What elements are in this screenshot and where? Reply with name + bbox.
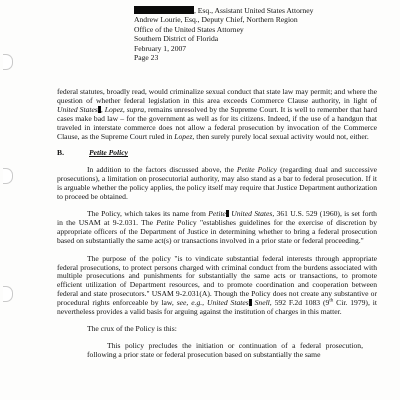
header-line-district: Southern District of Florida bbox=[134, 34, 219, 44]
paragraph-policy-origin: The Policy, which takes its name from Petite United States, 361 U.S. 529 (1960), is set forth in the USAM at 9-2.031. The Petite Policy "establishes guidelines for the exercise of discretion by appropriate officers of the Department of Justice in determining whether to bring a federal prosecution based on substantially the same act(s) or transactions involved in a prior state or federal proceeding." bbox=[57, 209, 377, 246]
hole-punch-mark bbox=[3, 286, 13, 302]
letter-body bbox=[57, 88, 377, 360]
paragraph-policy-crux: The crux of the Policy is this: bbox=[87, 324, 177, 334]
header-line-name: Andrew Lourie, Esq., Deputy Chief, Northern Region bbox=[134, 15, 298, 25]
hole-punch-mark bbox=[3, 54, 13, 70]
header-line-date: February 1, 2007 bbox=[134, 43, 187, 53]
quote-text: This policy precludes the initiation or continuation of a federal prosecution, following a prior state or federal prosecution based on substantially the same bbox=[87, 341, 363, 360]
section-title: Petite Policy bbox=[89, 148, 129, 158]
letter-header bbox=[134, 6, 396, 62]
header-line-recipient: , Esq., Assistant United States Attorney bbox=[134, 6, 396, 15]
paragraph-policy-purpose: The purpose of the policy "is to vindicate substantial federal interests through appropriate federal prosecutions, to protect persons charged with criminal conduct from the burdens associated with multiple prosecutions and punishments for substantially the same acts or transactions, to promote efficient utilization of Department resources, and to promote coordination and cooperation between federal and state prosecutors." USAM 9-2.031(A). Though the Policy does not create any substantive or procedural rights enforceable by law, see, e.g., United States Snell, 592 F.2d 1083 (9th Cir. 1979), it nevertheless provides a valid basis for arguing against the institution of charges in this matter. bbox=[57, 253, 377, 317]
section-heading bbox=[57, 149, 377, 158]
paragraph-petite-intro: In addition to the factors discussed above, the Petite Policy (regarding dual and successive prosecutions), a limitation on prosecutorial authority, may also stand as a bar to federal prosecution. If it is arguable whether the policy applies, the policy itself may require that Justice Department authorization to proceed be obtained. bbox=[57, 165, 377, 202]
paragraph-commerce-clause: federal statutes, broadly read, would criminalize sexual conduct that state law may permit; and where the question of whether federal legislation in this area exceeds Commerce Clause authority, in light of United States , Lopez, supra, remains unresolved by the Supreme Court. It is well to remember that hard cases make bad law – for the government as well as for its citizens. Indeed, if the use of a handgun that traveled in interstate commerce does not allow a federal prosecution by invocation of the Commerce Clause, as the Supreme Court ruled in Lopez, then surely purely local sexual activity would not, either. bbox=[57, 87, 377, 141]
header-line-page: Page 23 bbox=[134, 53, 159, 63]
block-quote bbox=[87, 342, 363, 360]
redaction-block bbox=[134, 6, 194, 14]
header-line-office: Office of the United States Attorney bbox=[134, 24, 244, 34]
section-letter: B. bbox=[57, 148, 64, 158]
hole-punch-mark bbox=[3, 168, 13, 184]
